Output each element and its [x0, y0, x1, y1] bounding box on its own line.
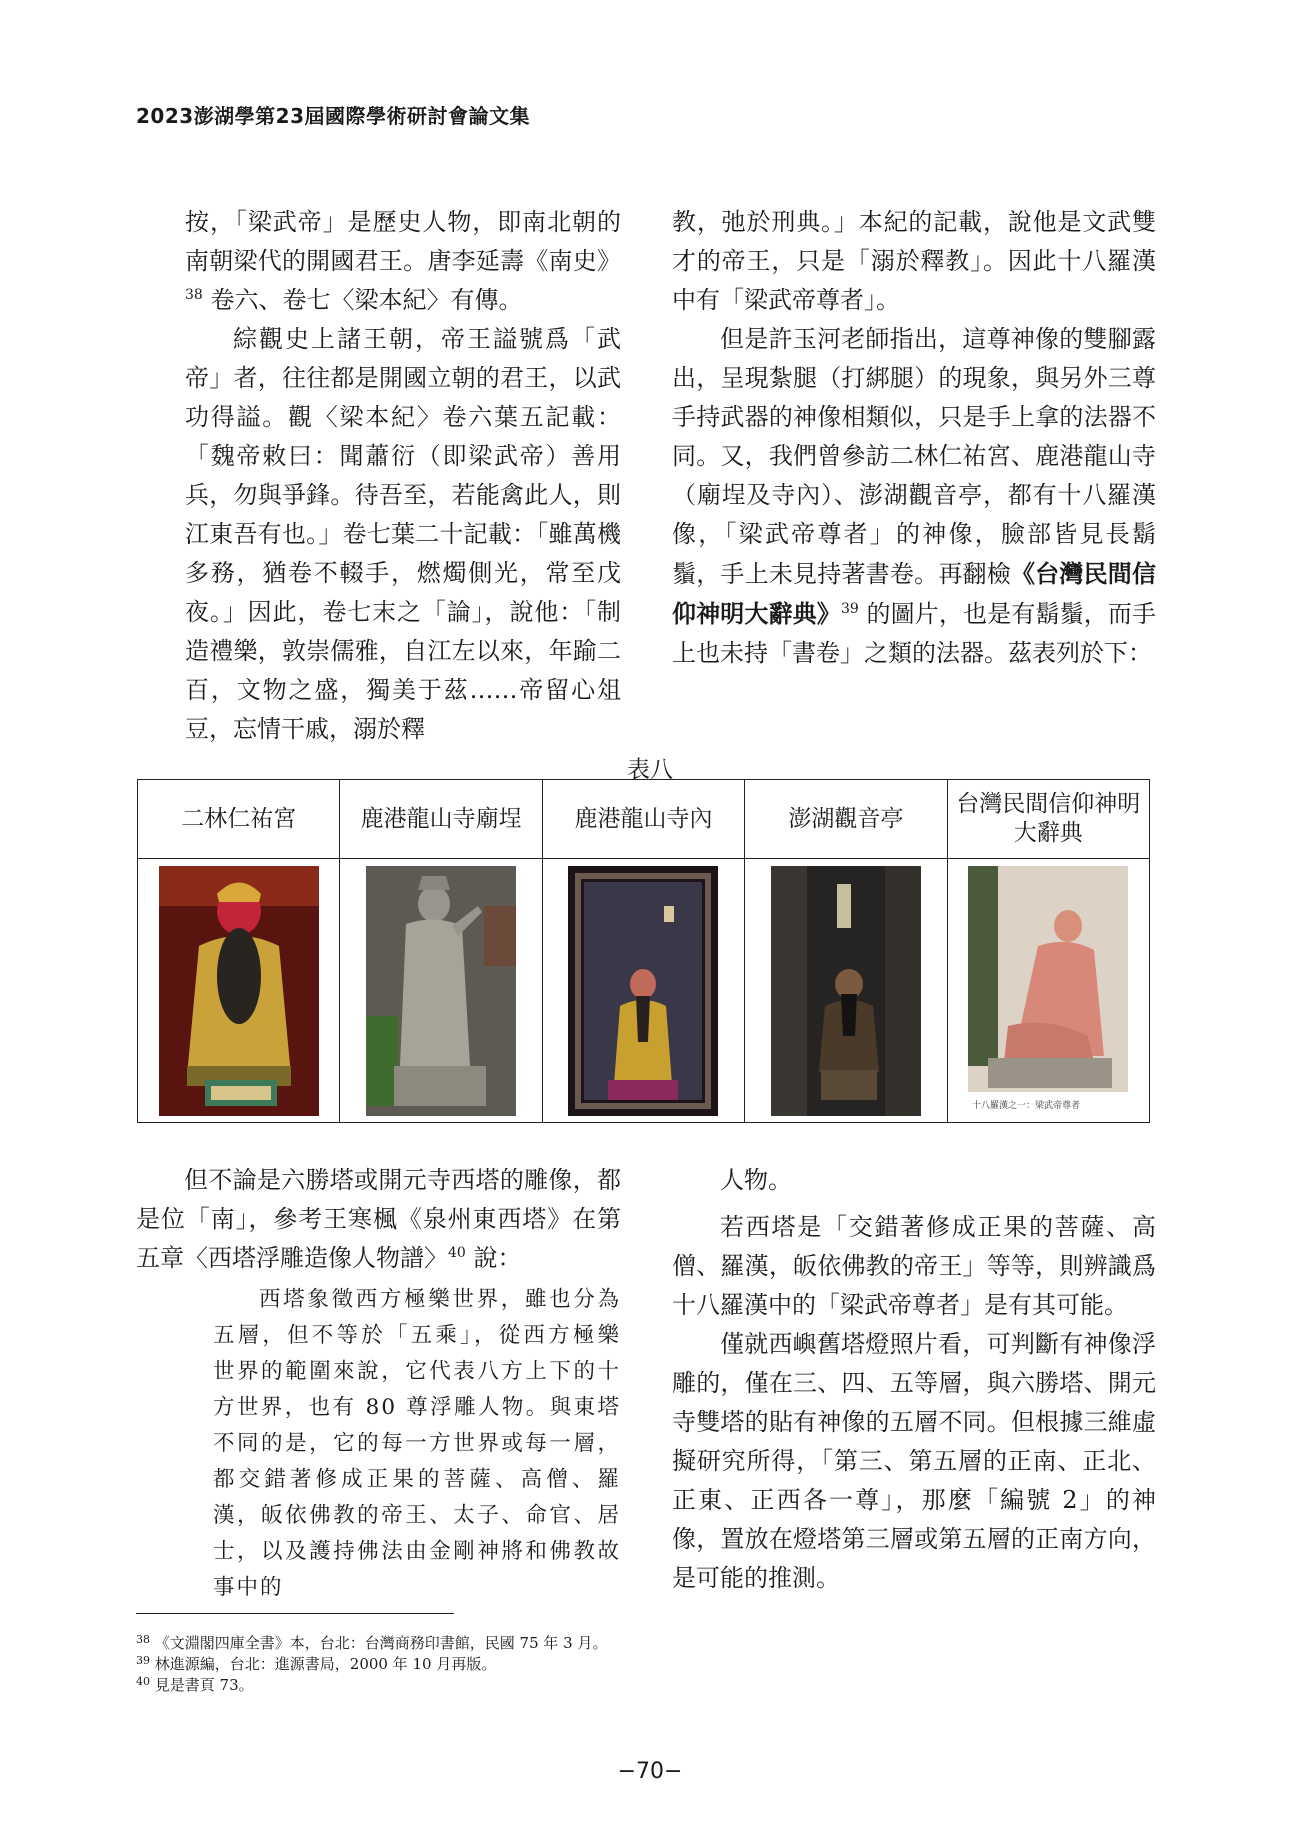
photo-cell [542, 859, 744, 1123]
book-title: 《台灣民間信仰神明大辭典》 [672, 559, 1157, 628]
paragraph: 但是許玉河老師指出，這尊神像的雙腳露出，呈現紮腿（打綁腿）的現象，與另外三尊手持武器的神像相類似，只是手上拿的法器不同。又，我們曾參訪二林仁祐宮、鹿港龍山寺（廟埕及寺內）、澎湖觀音亭，都有十八羅漢像，「梁武帝尊者」的神像，臉部皆見長鬍鬚，手上未見持著書卷。再翻檢《台灣民間信仰神明大辭典》$^{39}$ 的圖片，也是有鬍鬚，而手上也未持「書卷」之類的法器。茲表列於下： [672, 325, 1157, 667]
table-header-cell: 二林仁祐宮 [138, 780, 340, 859]
photo-cell [138, 859, 340, 1123]
photo-caption: 十八羅漢之一：梁武帝尊者 [972, 1100, 1081, 1111]
paragraph: 僅就西嶼舊塔燈照片看，可判斷有神像浮雕的，僅在三、四、五等層，與六勝塔、開元寺雙塔的貼有神像的五層不同。但根據三維虛擬研究所得，「第三、第五層的正南、正北、正東、正西各一尊」，那麼「編號 2」的神像，置放在燈塔第三層或第五層的正南方向，是可能的推測。 [672, 1330, 1156, 1592]
footnote-ref[interactable]: 39 [840, 601, 859, 617]
table-header-cell: 台灣民間信仰神明大辭典 [947, 780, 1149, 859]
page-number: −70− [617, 1759, 683, 1784]
statue-photo-lugang-courtyard [366, 866, 516, 1116]
table-header-cell: 澎湖觀音亭 [745, 780, 947, 859]
footnote-ref[interactable]: 38 [185, 287, 203, 303]
table-caption: 表八 [627, 757, 673, 783]
paragraph: 綜觀史上諸王朝，帝王謚號爲「武帝」者，往往都是開國立朝的君王，以武功得謚。觀〈梁本紀〉卷六葉五記載：「魏帝敕曰：聞蕭衍（即梁武帝）善用兵，勿與爭鋒。待吾至，若能禽此人，則江東吾有也。」卷七葉二十記載：「雖萬機多務，猶卷不輟手，燃燭側光，常至戊夜。」因此，卷七末之「論」，說他：「制造禮樂，敦崇儒雅，自江左以來，年踰二百，文物之盛，獨美于茲……帝留心俎豆，忘情干戚，溺於釋 [185, 325, 621, 743]
footnote: $^{40}$ 見是書頁 73。 [136, 1675, 254, 1694]
statue-photo-erlin [159, 866, 319, 1116]
photo-cell [745, 859, 947, 1123]
paragraph: 若西塔是「交錯著修成正果的菩薩、高僧、羅漢，皈依佛教的帝王」等等，則辨識爲十八羅漢中的「梁武帝尊者」是有其可能。 [672, 1213, 1156, 1319]
block-quote: 西塔象徵西方極樂世界，雖也分為五層，但不等於「五乘」，從西方極樂世界的範圍來說，它代表八方上下的十方世界，也有 80 尊浮雕人物。與東塔不同的是，它的每一方世界或每一層，都交錯著修成正果的菩薩、高僧、羅漢，皈依佛教的帝王、太子、命官、居士，以及護持佛法由金剛神將和佛教故事中的 [213, 1287, 621, 1600]
left-column-top [185, 203, 621, 749]
right-column-bottom [672, 1161, 1156, 1598]
paragraph: 按，「梁武帝」是歷史人物，即南北朝的南朝梁代的開國君王。唐李延壽《南史》$^{38}$ 卷六、卷七〈梁本紀〉有傳。 [185, 208, 621, 314]
paragraph: 人物。 [720, 1166, 792, 1194]
footnote: $^{39}$ 林進源編，台北：進源書局，2000 年 10 月再版。 [136, 1654, 497, 1673]
table-header-cell: 鹿港龍山寺廟埕 [340, 780, 542, 859]
statue-photo-dictionary [968, 866, 1128, 1116]
comparison-table [137, 779, 1150, 1123]
footnote-ref[interactable]: 40 [448, 1245, 466, 1261]
left-column-bottom [136, 1161, 621, 1606]
photo-cell [947, 859, 1149, 1123]
paragraph: 但不論是六勝塔或開元寺西塔的雕像，都是位「南」，參考王寒楓《泉州東西塔》在第五章〈西塔浮雕造像人物譜〉$^{40}$ 說： [136, 1166, 621, 1272]
statue-photo-penghu [771, 866, 921, 1116]
footnotes [136, 1633, 608, 1696]
paragraph: 教，弛於刑典。」本紀的記載，說他是文武雙才的帝王，只是「溺於釋教」。因此十八羅漢中有「梁武帝尊者」。 [672, 208, 1156, 314]
photo-cell [340, 859, 542, 1123]
statue-photo-lugang-inner [568, 866, 718, 1116]
table-header-cell: 鹿港龍山寺內 [542, 780, 744, 859]
right-column-top [672, 203, 1156, 673]
footnote: $^{38}$ 《文淵閣四庫全書》本，台北：台灣商務印書館，民國 75 年 3 月。 [136, 1633, 608, 1652]
running-header: 2023澎湖學第23屆國際學術研討會論文集 [136, 104, 530, 128]
footnote-divider [136, 1613, 454, 1614]
